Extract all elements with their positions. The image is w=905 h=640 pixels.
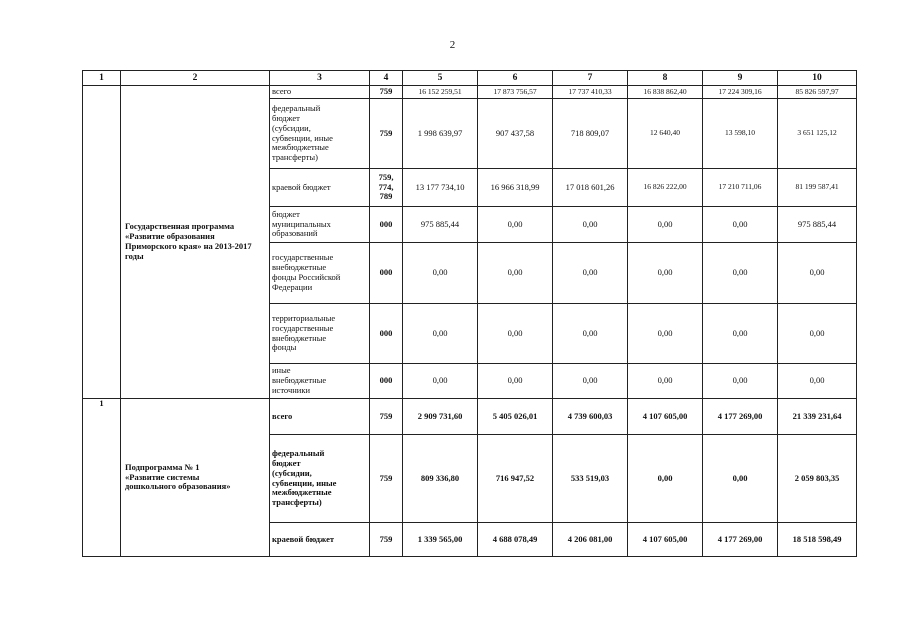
amount-cell: 0,00 (703, 243, 778, 304)
amount-cell: 1 339 565,00 (403, 523, 478, 557)
funding-source: всего (270, 86, 370, 99)
funding-source: федеральный бюджет (субсидии, субвенции, иные межбюджетные трансферты) (270, 435, 370, 523)
amount-cell: 0,00 (403, 243, 478, 304)
amount-cell: 21 339 231,64 (778, 399, 857, 435)
amount-cell: 17 018 601,26 (553, 169, 628, 207)
amount-cell: 0,00 (628, 435, 703, 523)
amount-cell: 4 739 600,03 (553, 399, 628, 435)
amount-cell: 0,00 (703, 207, 778, 243)
row-index: 1 (83, 399, 121, 557)
amount-cell: 975 885,44 (778, 207, 857, 243)
amount-cell: 4 107 605,00 (628, 399, 703, 435)
column-header: 2 (121, 71, 270, 86)
budget-code: 759 (370, 99, 403, 169)
amount-cell: 18 518 598,49 (778, 523, 857, 557)
table-row (83, 86, 857, 99)
amount-cell: 5 405 026,01 (478, 399, 553, 435)
amount-cell: 85 826 597,97 (778, 86, 857, 99)
amount-cell: 533 519,03 (553, 435, 628, 523)
amount-cell: 0,00 (628, 207, 703, 243)
amount-cell: 16 838 862,40 (628, 86, 703, 99)
table-row (83, 399, 857, 435)
budget-table (82, 70, 857, 557)
budget-code: 000 (370, 364, 403, 399)
amount-cell: 0,00 (628, 364, 703, 399)
funding-source: бюджет муниципальных образований (270, 207, 370, 243)
amount-cell: 13 177 734,10 (403, 169, 478, 207)
column-header: 7 (553, 71, 628, 86)
amount-cell: 0,00 (478, 243, 553, 304)
program-name: Подпрограмма № 1 «Развитие системы дошкольного образования» (121, 399, 270, 557)
column-header: 6 (478, 71, 553, 86)
funding-source: всего (270, 399, 370, 435)
column-header: 8 (628, 71, 703, 86)
funding-source: государственные внебюджетные фонды Российской Федерации (270, 243, 370, 304)
row-index (83, 86, 121, 399)
amount-cell: 13 598,10 (703, 99, 778, 169)
program-name: Государственная программа «Развитие образования Приморского края» на 2013-2017 годы (121, 86, 270, 399)
amount-cell: 0,00 (628, 304, 703, 364)
amount-cell: 4 206 081,00 (553, 523, 628, 557)
amount-cell: 0,00 (778, 243, 857, 304)
amount-cell: 0,00 (628, 243, 703, 304)
amount-cell: 0,00 (478, 304, 553, 364)
funding-source: краевой бюджет (270, 523, 370, 557)
funding-source: территориальные государственные внебюджетные фонды (270, 304, 370, 364)
amount-cell: 0,00 (778, 364, 857, 399)
column-header: 4 (370, 71, 403, 86)
funding-source: федеральный бюджет (субсидии, субвенции, иные межбюджетные трансферты) (270, 99, 370, 169)
amount-cell: 2 909 731,60 (403, 399, 478, 435)
amount-cell: 809 336,80 (403, 435, 478, 523)
amount-cell: 1 998 639,97 (403, 99, 478, 169)
amount-cell: 81 199 587,41 (778, 169, 857, 207)
amount-cell: 17 737 410,33 (553, 86, 628, 99)
amount-cell: 0,00 (478, 207, 553, 243)
column-header: 1 (83, 71, 121, 86)
amount-cell: 975 885,44 (403, 207, 478, 243)
amount-cell: 0,00 (553, 207, 628, 243)
amount-cell: 0,00 (703, 435, 778, 523)
amount-cell: 4 177 269,00 (703, 399, 778, 435)
amount-cell: 3 651 125,12 (778, 99, 857, 169)
amount-cell: 4 107 605,00 (628, 523, 703, 557)
amount-cell: 0,00 (778, 304, 857, 364)
amount-cell: 0,00 (553, 243, 628, 304)
amount-cell: 16 966 318,99 (478, 169, 553, 207)
column-header: 5 (403, 71, 478, 86)
page-number: 2 (449, 39, 456, 51)
column-header: 9 (703, 71, 778, 86)
header-row (83, 71, 857, 86)
budget-code: 759 (370, 435, 403, 523)
amount-cell: 4 177 269,00 (703, 523, 778, 557)
column-header: 3 (270, 71, 370, 86)
amount-cell: 17 210 711,06 (703, 169, 778, 207)
budget-code: 000 (370, 304, 403, 364)
column-header: 10 (778, 71, 857, 86)
funding-source: иные внебюджетные источники (270, 364, 370, 399)
amount-cell: 16 826 222,00 (628, 169, 703, 207)
amount-cell: 17 224 309,16 (703, 86, 778, 99)
amount-cell: 16 152 259,51 (403, 86, 478, 99)
amount-cell: 0,00 (403, 304, 478, 364)
amount-cell: 12 640,40 (628, 99, 703, 169)
amount-cell: 0,00 (553, 364, 628, 399)
amount-cell: 0,00 (703, 364, 778, 399)
budget-code: 000 (370, 207, 403, 243)
amount-cell: 4 688 078,49 (478, 523, 553, 557)
budget-code: 000 (370, 243, 403, 304)
amount-cell: 0,00 (478, 364, 553, 399)
funding-source: краевой бюджет (270, 169, 370, 207)
budget-code: 759 (370, 523, 403, 557)
amount-cell: 0,00 (553, 304, 628, 364)
amount-cell: 0,00 (703, 304, 778, 364)
amount-cell: 2 059 803,35 (778, 435, 857, 523)
budget-code: 759 (370, 399, 403, 435)
amount-cell: 0,00 (403, 364, 478, 399)
amount-cell: 718 809,07 (553, 99, 628, 169)
budget-code: 759, 774, 789 (370, 169, 403, 207)
amount-cell: 716 947,52 (478, 435, 553, 523)
budget-code: 759 (370, 86, 403, 99)
amount-cell: 17 873 756,57 (478, 86, 553, 99)
amount-cell: 907 437,58 (478, 99, 553, 169)
